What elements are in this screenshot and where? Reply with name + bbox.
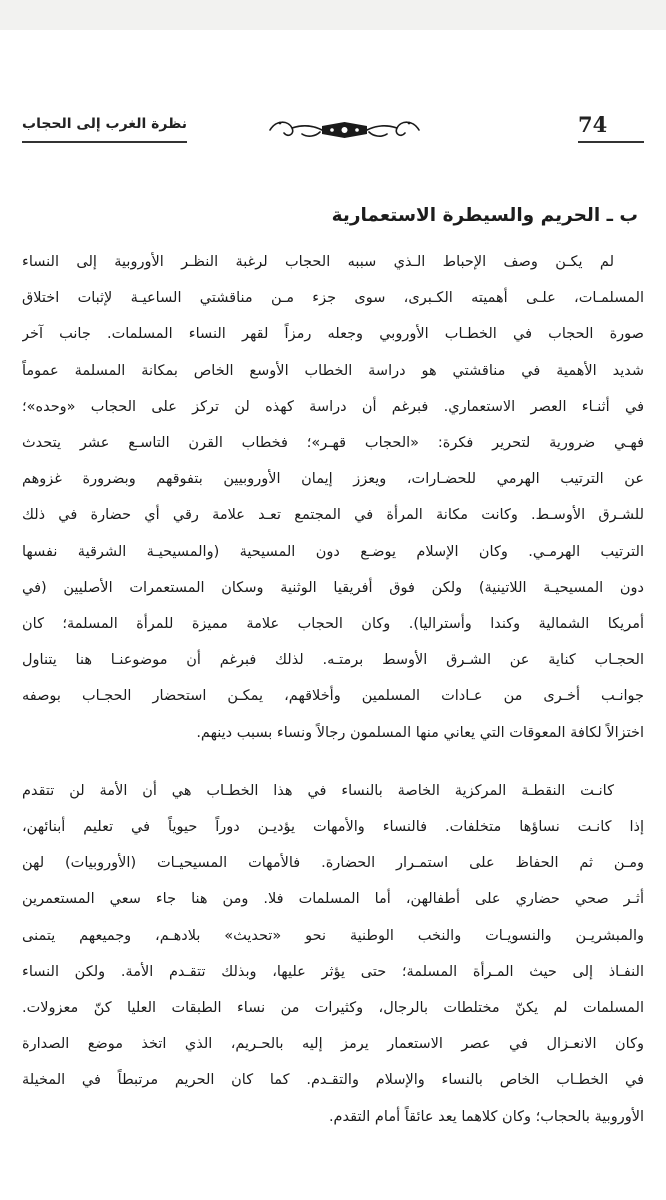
text-line: صورة الحجاب في الخطـاب الأوروبي وجعله رمزاً لقهر النساء المسلمات. جانب آخر [22, 326, 644, 343]
ornament-flourish-icon [262, 114, 427, 142]
text-line: شديد الأهمية في مناقشتي هو دراسة الخطاب الأوسع الخاص بمكانة المسلمة عموماً [22, 362, 644, 379]
page-number-rule [578, 141, 644, 143]
text-line: ومـن ثم الحفاظ على استمـرار الحضارة. فالأمهات المسيحيـات (الأوروبيات) لهن [22, 855, 644, 872]
text-line: في أثنـاء العصر الاستعماري. فبرغم أن دراسة كهذه لن تركز على الحجاب «وحده»؛ [22, 398, 644, 415]
text-line: المسلمـات، علـى أهميته الكـبرى، سوى جزء مـن مناقشتي الساعيـة لإثبات اختلاق [22, 290, 644, 307]
paragraph-2 [22, 773, 644, 1135]
text-line: في الخطـاب الخاص بالنساء والإسلام والتقـدم. كما كان الحريم مرتبطاً في المخيلة [22, 1072, 644, 1089]
text-line: دون المسيحيـة اللاتينية) ولكن فوق أفريقيا الوثنية وسكان المستعمرات الأصليين (في [22, 579, 644, 596]
text-line: المسلمات لم يكنّ مختلطات بالرجال، وكثيرات من نساء الطبقات العليا كنّ معزولات. [22, 1000, 644, 1017]
text-line: عن الترتيب الهرمي للحضـارات، ويعزز إيمان الأوروبيين بتفوقهم وبضرورة غزوهم [22, 471, 644, 488]
running-title: نظرة الغرب إلى الحجاب [22, 116, 188, 132]
text-line: كانـت النقطـة المركزية الخاصة بالنساء في هذا الخطـاب هي أن الأمة لن تتقدم [22, 782, 614, 799]
text-line: اختزالاً لكافة المعوقات التي يعاني منها المسلمون رجالاً ونساء بسبب دينهم. [196, 724, 644, 741]
top-band [0, 0, 666, 30]
running-header [22, 110, 644, 170]
running-title-rule [22, 141, 187, 143]
text-line: أثـر صحي حضاري على أطفالهن، أما المسلمات فلا. ومن هنا جاء سعي المستعمرين [22, 891, 644, 908]
paragraph-1 [22, 244, 644, 751]
text-line: جوانـب أخـرى من عـادات المسلمين وأخلاقهم، يمكـن استحضار الحجـاب بوصفه [22, 688, 644, 705]
text-line: للشـرق الأوسـط. وكانت مكانة المرأة في المجتمع تعـد علامة رقي أي حضارة في ذلك [22, 507, 644, 524]
text-line: أمريكا الشمالية وكندا وأستراليا). وكان الحجاب علامة مميزة للمرأة المسلمة؛ كان [22, 616, 644, 633]
text-line: وكان الانعـزال في عصر الاستعمار يرمز إليه بالحـريم، الذي اتخذ موضع الصدارة [22, 1036, 644, 1053]
body-text [22, 244, 644, 1135]
text-line: والمبشريـن والنسويـات والنخب الوطنية نحو «تحديث» بلادهـم، وجميعهم يتمنى [22, 927, 644, 944]
text-line: لم يكـن وصف الإحباط الـذي سببه الحجاب لرغبة النظـر الأوروبية إلى النساء [22, 254, 614, 270]
text-line: الأوروبية بالحجاب؛ وكان كلاهما يعد عائقاً أمام التقدم. [328, 1108, 644, 1125]
text-line: النفـاذ إلى حيث المـرأة المسلمة؛ حتى يؤثر عليها، وبذلك تتقـدم الأمة. ولكن النساء [22, 963, 644, 980]
text-line: الترتيب الهرمـي. وكان الإسلام يوضـع دون المسيحية (والمسيحيـة الشرقية نفسها [22, 543, 644, 560]
text-line: الحجـاب كناية عن الشـرق الأوسط برمتـه. لذلك فبرغم أن موضوعنـا هنا يتناول [22, 652, 644, 669]
paragraph-gap [22, 751, 644, 773]
text-line: فهـي ضرورية لتحرير فكرة: «الحجاب قهـر»؛ فخطاب القرن التاسـع عشر يتحدث [22, 435, 644, 452]
page-number: 74 [578, 112, 608, 137]
book-page [0, 30, 666, 1200]
section-heading: ب ـ الحريم والسيطرة الاستعمارية [331, 205, 638, 226]
text-line: إذا كانـت نساؤها متخلفات. فالنساء والأمهات يؤديـن دوراً حيوياً في تعليم أبنائهن، [22, 819, 644, 836]
